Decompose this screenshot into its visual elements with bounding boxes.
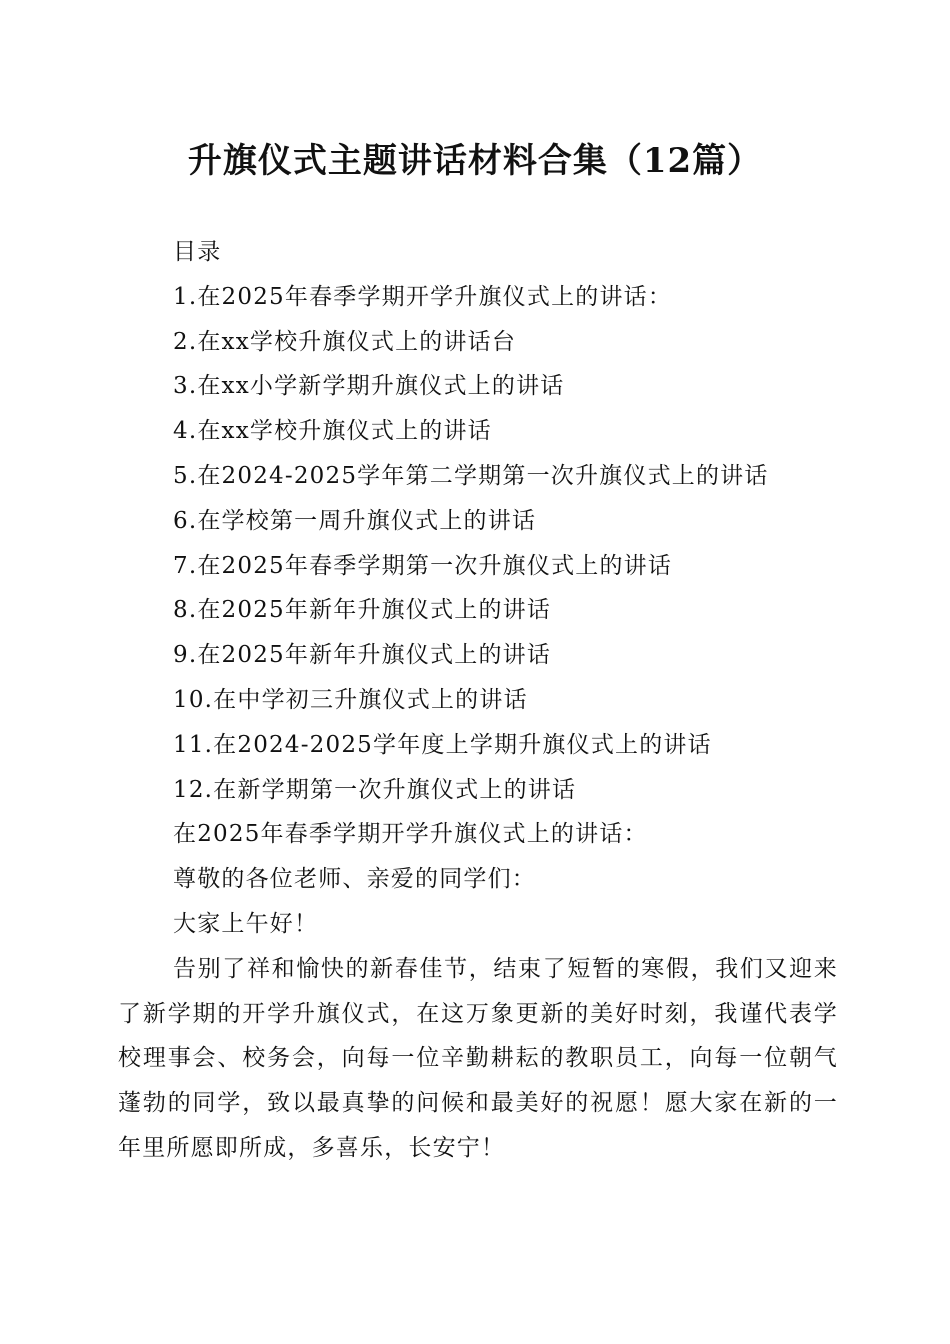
toc-item: 2.在xx学校升旗仪式上的讲话台 bbox=[173, 328, 517, 355]
toc-item: 1.在2025年春季学期开学升旗仪式上的讲话： bbox=[173, 283, 673, 310]
body-paragraph: 告别了祥和愉快的新春佳节，结束了短暂的寒假，我们又迎来了新学期的开学升旗仪式，在这万象更新的美好时刻，我谨代表学校理事会、校务会，向每一位辛勤耕耘的教职员工，向每一位朝气蓬勃的同学，致以最真挚的问候和最美好的祝愿！愿大家在新的一年里所愿即所成，多喜乐，长安宁！ bbox=[118, 955, 838, 1161]
salutation: 尊敬的各位老师、亲爱的同学们： bbox=[173, 866, 536, 893]
toc-item: 9.在2025年新年升旗仪式上的讲话 bbox=[173, 642, 552, 669]
toc-item: 8.在2025年新年升旗仪式上的讲话 bbox=[173, 597, 552, 624]
toc-item: 4.在xx学校升旗仪式上的讲话 bbox=[173, 418, 492, 445]
toc-heading: 目录 bbox=[173, 239, 222, 265]
toc-item: 3.在xx小学新学期升旗仪式上的讲话 bbox=[173, 373, 565, 400]
toc-item: 5.在2024-2025学年第二学期第一次升旗仪式上的讲话 bbox=[173, 462, 769, 489]
document-title: 升旗仪式主题讲话材料合集（12篇） bbox=[187, 141, 763, 181]
toc-item: 6.在学校第一周升旗仪式上的讲话 bbox=[173, 507, 537, 534]
toc-item: 11.在2024-2025学年度上学期升旗仪式上的讲话 bbox=[173, 731, 712, 758]
toc-item: 7.在2025年春季学期第一次升旗仪式上的讲话 bbox=[173, 552, 673, 579]
toc-item: 12.在新学期第一次升旗仪式上的讲话 bbox=[173, 776, 577, 803]
document-body bbox=[118, 230, 838, 1171]
section-title: 在2025年春季学期开学升旗仪式上的讲话： bbox=[173, 821, 648, 848]
greeting: 大家上午好！ bbox=[173, 910, 319, 937]
toc-item: 10.在中学初三升旗仪式上的讲话 bbox=[173, 686, 528, 713]
